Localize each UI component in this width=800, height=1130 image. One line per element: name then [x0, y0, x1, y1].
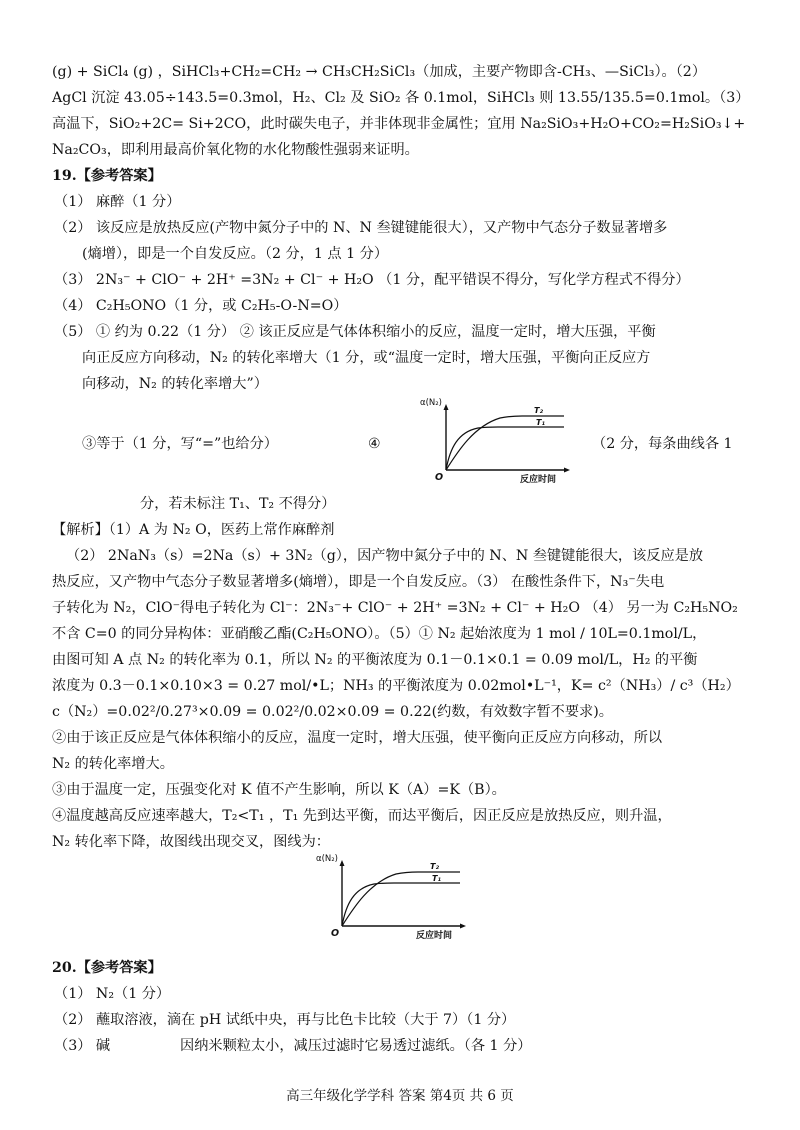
analysis-line: c（N₂）=0.02²/0.27³×0.09 = 0.02²/0.02×0.09 = 0.22(约数，有效数字暂不要求)。	[52, 704, 613, 720]
analysis-line: （2） 2NaN₃（s）=2Na（s）+ 3N₂（g），因产物中氮分子中的 N、N 叁键键能很大，该反应是放	[66, 548, 704, 564]
analysis-line: 不含 C=0 的同分异构体：亚硝酸乙酯(C₂H₅ONO）。（5）① N₂ 起始浓度为 1 mol / 10L=0.1mol/L，	[52, 626, 707, 642]
x-axis-label: 反应时间	[416, 931, 453, 941]
curve-t2	[342, 872, 460, 926]
answer-continuation: 向正反应方向移动，N₂ 的转化率增大（1 分，或“温度一定时，增大压强，平衡向正反应方	[82, 350, 651, 366]
answer-item: （3） 2N₃⁻ + ClO⁻ + 2H⁺ =3N₂ + Cl⁻ + H₂O （1 分，配平错误不得分，写化学方程式不得分）	[54, 272, 690, 288]
analysis-line: ④温度越高反应速率越大，T₂<T₁ ，T₁ 先到达平衡，而达平衡后，因正反应是放热反应，则升温，	[52, 808, 672, 824]
answer-continuation: 向移动，N₂ 的转化率增大”）	[82, 376, 268, 392]
conversion-graph-1	[418, 396, 578, 488]
section-19-heading: 19.【参考答案】	[52, 168, 162, 184]
analysis-line: N₂ 的转化率增大。	[52, 756, 174, 772]
answer-continuation: 分，若未标注 T₁、T₂ 不得分）	[140, 496, 336, 512]
analysis-line: ③由于温度一定，压强变化对 K 值不产生影响，所以 K（A）=K（B）。	[52, 782, 506, 798]
analysis-text: 【解析】（1）A 为 N₂ O，医药上常作麻醉剂	[52, 522, 335, 538]
y-axis-arrow	[444, 404, 449, 410]
t1-label: T₁	[536, 418, 545, 427]
curve-t1	[446, 427, 564, 470]
text-line: AgCl 沉淀 43.05÷143.5=0.3mol，H₂、Cl₂ 及 SiO₂ 各 0.1mol，SiHCl₃ 则 13.55/135.5=0.1mol。（3）	[52, 90, 750, 106]
page-footer: 高三年级化学学科 答案 第4页 共 6 页	[286, 1088, 514, 1104]
text-line: Na₂CO₃，即利用最高价氧化物的水化物酸性强弱来证明。	[52, 142, 419, 158]
circled-number: ④	[368, 436, 381, 452]
analysis-line: 热反应，又产物中气态分子数显著增多(熵增），即是一个自发反应。（3） 在酸性条件下，N₃⁻失电	[52, 574, 665, 590]
x-axis-arrow	[460, 924, 466, 929]
t1-label: T₁	[432, 874, 441, 883]
answer-continuation: (熵增），即是一个自发反应。（2 分，1 点 1 分）	[82, 246, 389, 262]
answer-item: 因纳米颗粒太小，减压过滤时它易透过滤纸。（各 1 分）	[180, 1038, 532, 1054]
answer-item: （2） 蘸取溶液，滴在 pH 试纸中央，再与比色卡比较（大于 7）（1 分）	[54, 1012, 516, 1028]
answer-item: （5） ① 约为 0.22（1 分） ② 该正反应是气体体积缩小的反应，温度一定时，增大压强，平衡	[54, 324, 656, 340]
t2-label: T₂	[534, 406, 543, 415]
curve-t2	[446, 416, 564, 470]
x-axis-label: 反应时间	[520, 475, 557, 485]
y-axis-arrow	[340, 860, 345, 866]
text-line: (g) + SiCl₄ (g) ，SiHCl₃+CH₂=CH₂ → CH₃CH₂SiCl₃（加成，主要产物即含-CH₃、—SiCl₃）。（2）	[52, 64, 707, 80]
analysis-line: 子转化为 N₂，ClO⁻得电子转化为 Cl⁻：2N₃⁻+ ClO⁻ + 2H⁺ =3N₂ + Cl⁻ + H₂O （4） 另一为 C₂H₅NO₂	[52, 600, 738, 616]
section-20-heading: 20.【参考答案】	[52, 960, 162, 976]
answer-item: （4） C₂H₅ONO（1 分，或 C₂H₅-O-N=O）	[54, 298, 348, 314]
curve-t1	[342, 883, 460, 926]
answer-item: （2 分，每条曲线各 1	[592, 436, 733, 452]
x-axis-arrow	[564, 468, 570, 473]
t2-label: T₂	[430, 862, 439, 871]
origin-label: O	[435, 472, 444, 483]
y-axis-label: α(N₂)	[420, 398, 443, 408]
answer-item: （3） 碱	[54, 1038, 111, 1054]
answer-item: （2） 该反应是放热反应(产物中氮分子中的 N、N 叁键键能很大），又产物中气态分子数显著增多	[54, 220, 668, 236]
answer-item: （1） N₂（1 分）	[54, 986, 171, 1002]
analysis-line: ②由于该正反应是气体体积缩小的反应，温度一定时，增大压强，使平衡向正反应方向移动，所以	[52, 730, 663, 746]
conversion-graph-2	[314, 852, 474, 944]
text-line: 高温下，SiO₂+2C= Si+2CO，此时碳失电子，并非体现非金属性；宜用 Na₂SiO₃+H₂O+CO₂=H₂SiO₃↓+	[52, 116, 746, 132]
analysis-line: N₂ 转化率下降，故图线出现交叉，图线为：	[52, 834, 330, 850]
answer-item: ③等于（1 分，写“=”也给分）	[82, 436, 278, 452]
analysis-heading	[52, 520, 762, 540]
answer-item: （1） 麻醉（1 分）	[54, 194, 181, 210]
analysis-line: 由图可知 A 点 N₂ 的转化率为 0.1，所以 N₂ 的平衡浓度为 0.1－0.1×0.1 = 0.09 mol/L，H₂ 的平衡	[52, 652, 698, 668]
y-axis-label: α(N₂)	[316, 854, 339, 864]
origin-label: O	[331, 928, 340, 939]
analysis-line: 浓度为 0.3－0.1×0.10×3 = 0.27 mol/•L；NH₃ 的平衡浓度为 0.02mol•L⁻¹，K= c²（NH₃）/ c³（H₂）	[52, 678, 740, 694]
